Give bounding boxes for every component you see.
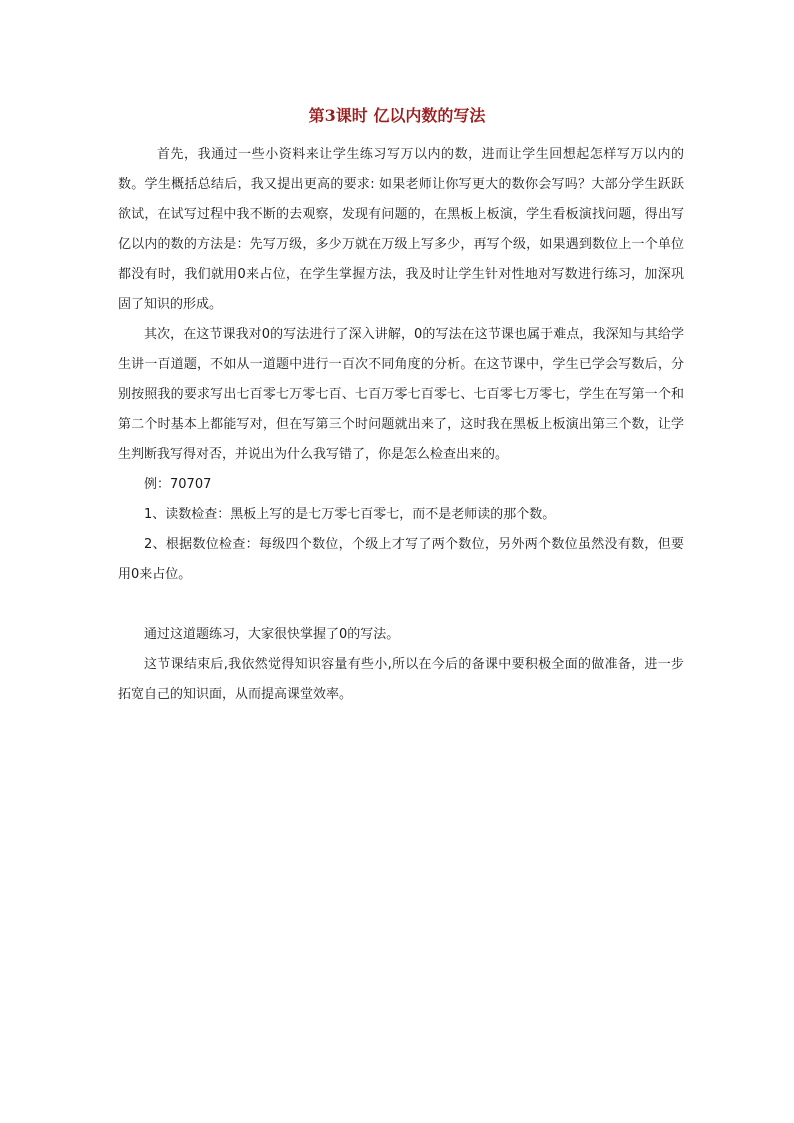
document-body	[118, 140, 684, 710]
paragraph-example: 例：70707	[144, 477, 212, 492]
paragraph-check-digits: 2、根据数位检查：每级四个数位，个级上才写了两个数位，另外两个数位虽然没有数，但要用0来占位。	[118, 537, 684, 582]
paragraph-reflection: 这节课结束后,我依然觉得知识容量有些小,所以在今后的备课中要积极全面的做准备，进一步拓宽自己的知识面，从而提高课堂效率。	[118, 657, 684, 702]
paragraph-intro: 首先，我通过一些小资料来让学生练习写万以内的数，进而让学生回想起怎样写万以内的数。学生概括总结后，我又提出更高的要求: 如果老师让你写更大的数你会写吗？大部分学生跃跃欲试，在试写过程中我不断的去观察，发现有问题的，在黑板上板演，学生看板演找问题，得出写亿以内的数的方法是：先写万级，多少万就在万级上写多少，再写个级，如果遇到数位上一个单位都没有时，我们就用0来占位，在学生掌握方法，我及时让学生针对性地对写数进行练习，加深巩固了知识的形成。	[118, 147, 684, 312]
paragraph-summary: 通过这道题练习，大家很快掌握了0的写法。	[144, 627, 400, 642]
paragraph-zero-writing: 其次，在这节课我对0的写法进行了深入讲解，0的写法在这节课也属于难点，我深知与其给学生讲一百道题，不如从一道题中进行一百次不同角度的分析。在这节课中，学生已学会写数后，分别按照我的要求写出七百零七万零七百、七百万零七百零七、七百零七万零七，学生在写第一个和第二个时基本上都能写对，但在写第三个时问题就出来了，这时我在黑板上板演出第三个数，让学生判断我写得对否，并说出为什么我写错了，你是怎么检查出来的。	[118, 327, 684, 462]
paragraph-check-reading: 1、读数检查：黑板上写的是七万零七百零七，而不是老师读的那个数。	[144, 507, 556, 522]
lesson-title: 第3课时 亿以内数的写法	[308, 106, 486, 125]
